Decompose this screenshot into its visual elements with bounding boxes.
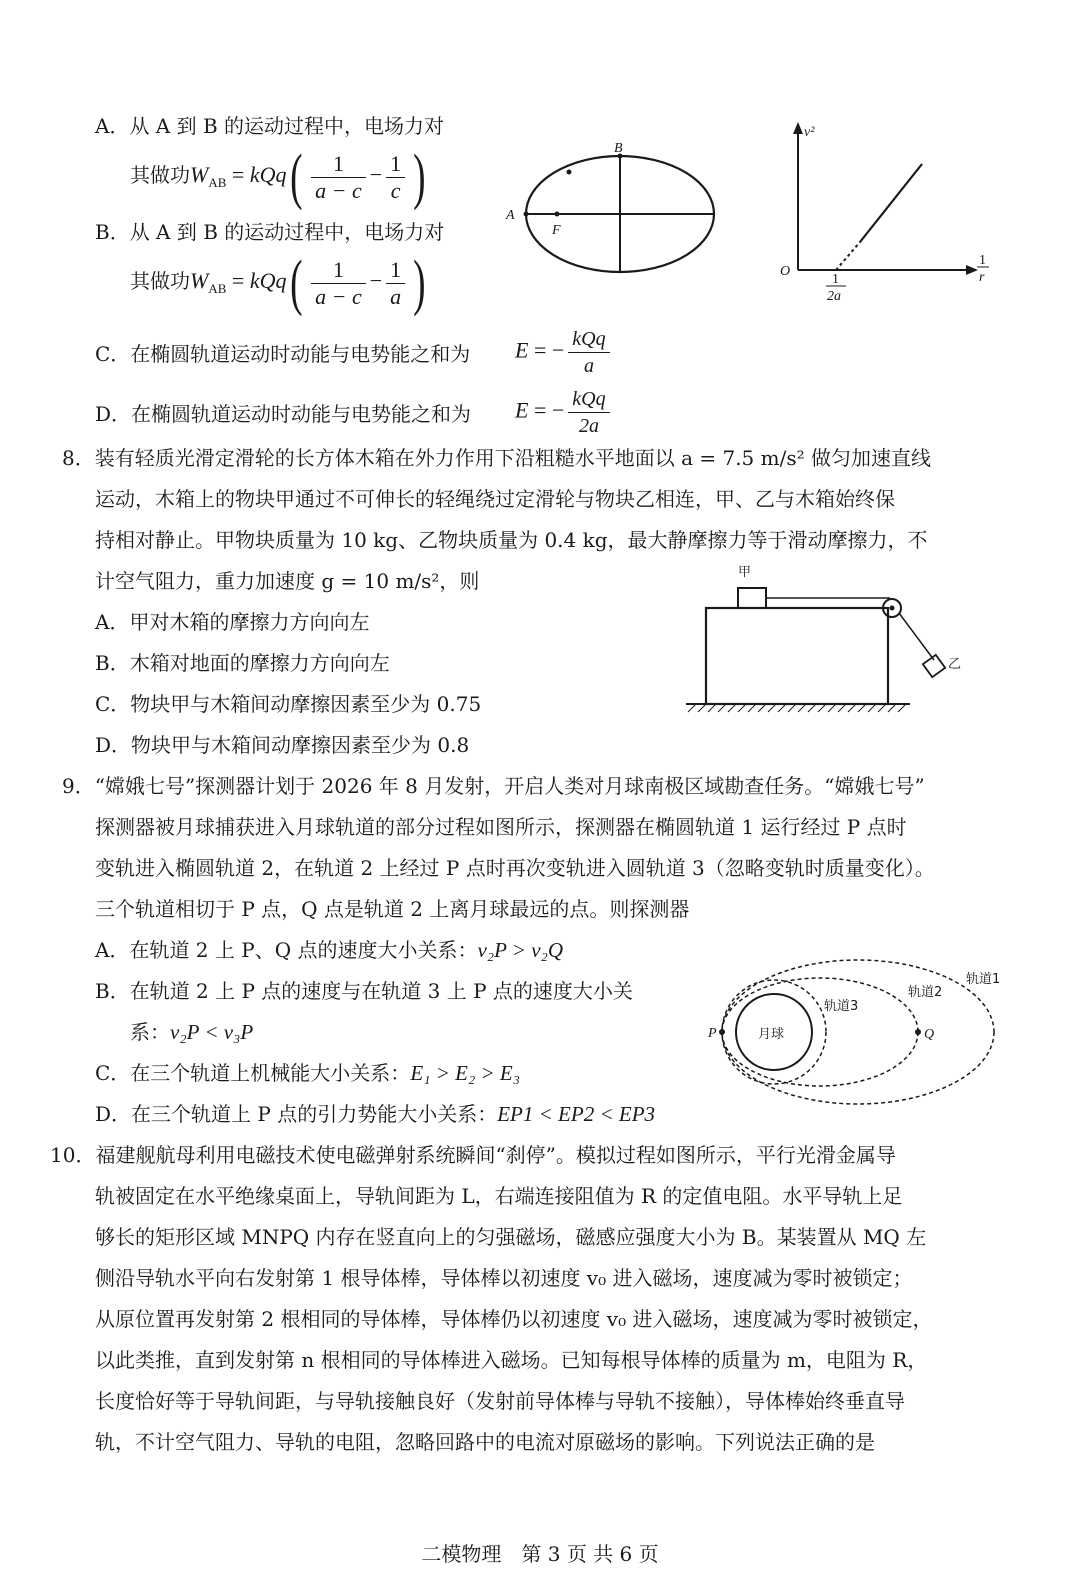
orbit1-label: 轨道1 — [966, 972, 1001, 987]
q7-option-a: A．从 A 到 B 的运动过程中，电场力对 — [95, 114, 445, 138]
v2-axis-label: v² — [804, 125, 815, 140]
page-footer: 二模物理 第 3 页 共 6 页 — [421, 1542, 659, 1566]
q8-stem-line1: 8．装有轻质光滑定滑轮的长方体木箱在外力作用下沿粗糙水平地面以 a = 7.5 m/s² 做匀加速直线 — [62, 446, 931, 470]
q10-stem-line5: 从原位置再发射第 2 根相同的导体棒，导体棒仍以初速度 v₀ 进入磁场，速度减为零时被锁定， — [95, 1307, 933, 1331]
v2-vs-inverse-r-graph — [770, 120, 1000, 310]
q7-option-b: B．从 A 到 B 的运动过程中，电场力对 — [95, 220, 445, 244]
q9-option-a: A．在轨道 2 上 P、Q 点的速度大小关系：v₂P > v₂Q — [95, 938, 563, 962]
q8-option-b: B．木箱对地面的摩擦力方向向左 — [95, 651, 390, 675]
point-q-label: Q — [924, 1027, 935, 1042]
q9-option-b-cont: 系：v₂P < v₃P — [130, 1020, 254, 1044]
point-f-label: F — [552, 223, 561, 238]
xtick-num: 1 — [832, 272, 839, 287]
q10-stem-line8: 轨，不计空气阻力、导轨的电阻，忽略回路中的电流对原磁场的影响。下列说法正确的是 — [95, 1430, 875, 1454]
q10-stem-line4: 侧沿导轨水平向右发射第 1 根导体棒，导体棒以初速度 v₀ 进入磁场，速度减为零时被锁定； — [95, 1266, 913, 1290]
x-axis-den: r — [979, 270, 985, 285]
q7-option-c: C．在椭圆轨道运动时动能与电势能之和为 — [95, 342, 471, 366]
q7-option-a-formula: 其做功$W_{AB} = kQq$( $\frac{1}{a - c}$ − $\frac{1}{c}$ ) — [130, 143, 426, 211]
origin-label: O — [780, 264, 791, 279]
q9-stem-line4: 三个轨道相切于 P 点，Q 点是轨道 2 上离月球最远的点。则探测器 — [95, 897, 690, 921]
q7-option-d-formula: E = − $\frac{\text{kQq}}{2a}$ — [515, 386, 614, 439]
orbit3-label: 轨道3 — [824, 999, 859, 1014]
q9-stem-line3: 变轨进入椭圆轨道 2，在轨道 2 上经过 P 点时再次变轨进入圆轨道 3（忽略变轨时质量变化）。 — [95, 856, 935, 880]
ellipse-orbit-diagram — [500, 138, 720, 278]
q9-option-b: B．在轨道 2 上 P 点的速度与在轨道 3 上 P 点的速度大小关 — [95, 979, 633, 1003]
q7-option-c-formula: E = − $\frac{\text{kQq}}{a}$ — [515, 326, 614, 379]
xtick-den: 2a — [827, 289, 841, 304]
moon-label: 月球 — [758, 1027, 785, 1042]
q10-stem-line7: 长度恰好等于导轨间距，与导轨接触良好（发射前导体棒与导轨不接触），导体棒始终垂直导 — [95, 1389, 905, 1413]
block-yi-label: 乙 — [948, 657, 962, 672]
q9-option-d: D．在三个轨道上 P 点的引力势能大小关系：EP1 < EP2 < EP3 — [95, 1102, 656, 1126]
q7-option-b-formula: 其做功$W_{AB} = kQq$( $\frac{1}{a - c}$ − $\frac{1}{a}$ ) — [130, 249, 426, 317]
q10-stem-line2: 轨被固定在水平绝缘桌面上，导轨间距为 L，右端连接阻值为 R 的定值电阻。水平导轨上足 — [95, 1184, 903, 1208]
q8-option-c: C．物块甲与木箱间动摩擦因素至少为 0.75 — [95, 692, 482, 716]
moon-orbits-diagram — [700, 958, 1020, 1122]
q8-stem-line2: 运动，木箱上的物块甲通过不可伸长的轻绳绕过定滑轮与物块乙相连，甲、乙与木箱始终保 — [95, 487, 895, 511]
q8-option-d: D．物块甲与木箱间动摩擦因素至少为 0.8 — [95, 733, 470, 757]
q9-option-c: C．在三个轨道上机械能大小关系：E₁ > E₂ > E₃ — [95, 1061, 521, 1085]
point-a-label: A — [506, 208, 515, 223]
q7-option-d: D．在椭圆轨道运动时动能与电势能之和为 — [95, 402, 472, 426]
orbit2-label: 轨道2 — [908, 985, 943, 1000]
q10-stem-line1: 10．福建舰航母利用电磁技术使电磁弹射系统瞬间“刹停”。模拟过程如图所示，平行光滑金属导 — [50, 1143, 896, 1167]
q8-option-a: A．甲对木箱的摩擦力方向向左 — [95, 610, 370, 634]
q10-stem-line6: 以此类推，直到发射第 n 根相同的导体棒进入磁场。已知每根导体棒的质量为 m，电阻为 R， — [95, 1348, 928, 1372]
q9-stem-line1: 9．“嫦娥七号”探测器计划于 2026 年 8 月发射，开启人类对月球南极区域勘查任务。“嫦娥七号” — [62, 774, 925, 798]
x-axis-num: 1 — [979, 253, 986, 268]
q10-stem-line3: 够长的矩形区域 MNPQ 内存在竖直向上的匀强磁场，磁感应强度大小为 B。某装置从 MQ 左 — [95, 1225, 927, 1249]
point-b-label: B — [614, 141, 623, 156]
box-pulley-diagram — [680, 556, 980, 716]
q8-stem-line3: 持相对静止。甲物块质量为 10 kg、乙物块质量为 0.4 kg，最大静摩擦力等于滑动摩擦力，不 — [95, 528, 928, 552]
q9-stem-line2: 探测器被月球捕获进入月球轨道的部分过程如图所示，探测器在椭圆轨道 1 运行经过 P 点时 — [95, 815, 907, 839]
point-p-label: P — [708, 1026, 717, 1041]
block-jia-label: 甲 — [738, 565, 752, 580]
q8-stem-line4: 计空气阻力，重力加速度 g = 10 m/s²，则 — [95, 569, 480, 593]
